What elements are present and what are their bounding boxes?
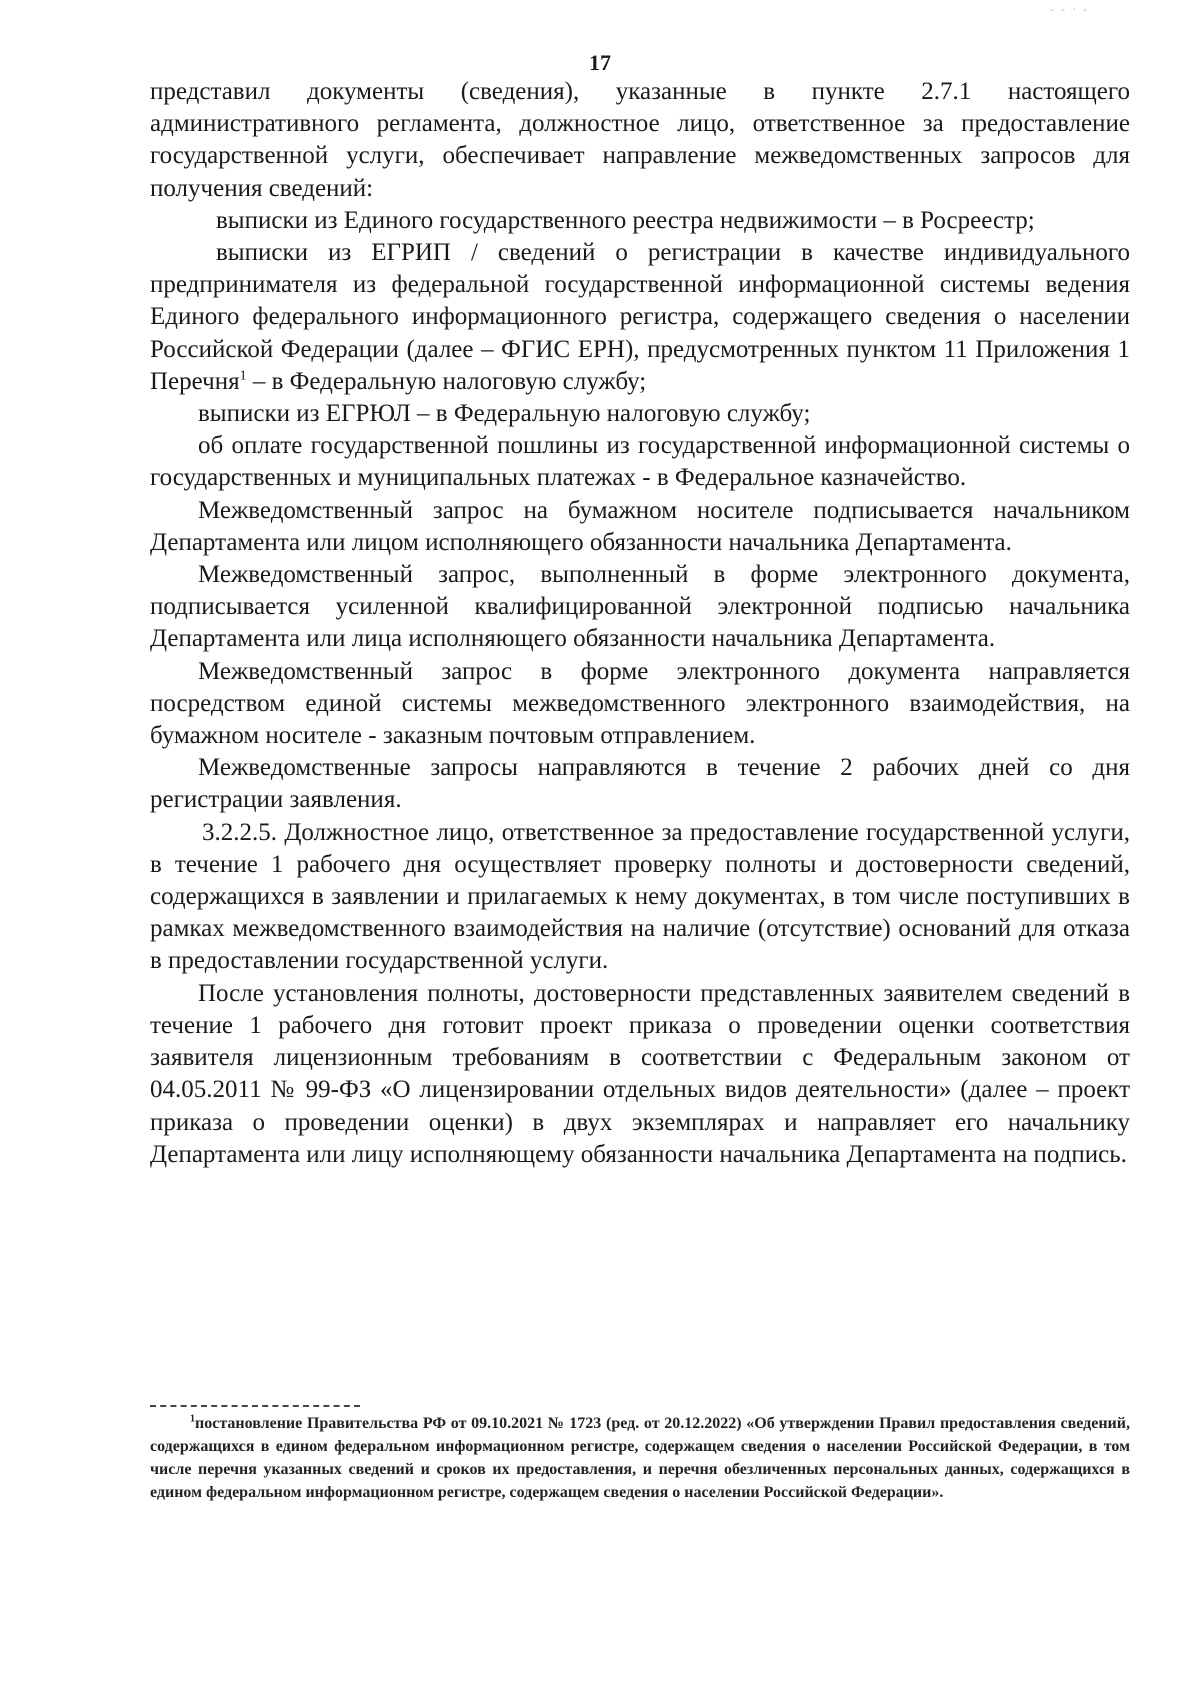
paragraph-1: представил документы (сведения), указанные в пункте 2.7.1 настоящего административного регламента, должностное лицо, ответственное за предоставление государственной услуги, обеспечивает направление межведомственных запросов для получения сведений: [150,78,1130,202]
paragraph-4: выписки из ЕГРЮЛ – в Федеральную налоговую службу; [198,400,811,428]
paragraph-9: Межведомственные запросы направляются в течение 2 рабочих дней со дня регистрации заявления. [150,754,1130,814]
paragraph-10: 3.2.2.5. Должностное лицо, ответственное за предоставление государственной услуги, в течение 1 рабочего дня осуществляет проверку полноты и достоверности сведений, содержащихся в заявлении и прилагаемых к нему документах, в том числе поступивших в рамках межведомственного взаимодействия на наличие (отсутствие) оснований для отказа в предоставлении государственной услуги. [150,818,1130,975]
paragraph-3 [150,237,1130,398]
document-body [150,76,1130,1171]
footnote-text: постановление Правительства РФ от 09.10.2021 № 1723 (ред. от 20.12.2022) «Об утверждении Правил предоставления сведений, содержащихся в едином федеральном информационном регистре, содержащем сведения о населении Российской Федерации, в том числе перечня указанных сведений и сроков их предоставления, и перечня обезличенных персональных данных, содержащихся в едином федеральном информационном регистре, содержащем сведения о населении Российской Федерации». [150,1415,1130,1501]
paragraph-8: Межведомственный запрос в форме электронного документа направляется посредством единой системы межведомственного электронного взаимодействия, на бумажном носителе - заказным почтовым отправлением. [150,657,1130,750]
footnote-separator [150,1405,360,1407]
footnote-paragraph [150,1412,1130,1504]
footnote-reference: 1 [239,368,247,384]
footnote-marker: 1 [190,1413,195,1425]
paragraph-3-tail: – в Федеральную налоговую службу; [252,367,647,395]
paragraph-2: выписки из Единого государственного реестра недвижимости – в Росреестр; [216,206,1035,234]
paragraph-5: об оплате государственной пошлины из государственной информационной системы о государственных и муниципальных платежах - в Федеральное казначейство. [150,432,1130,492]
paragraph-3-text: выписки из ЕГРИП / сведений о регистрации в качестве индивидуального предпринимателя из федеральной государственной информационной системы ведения Единого федерального информационного регистра, содержащего сведения о населении Российской Федерации (далее – ФГИС ЕРН), предусмотренных пунктом 11 Приложения 1 Перечня [150,239,1130,395]
page-number: 17 [589,50,611,75]
paragraph-11: После установления полноты, достоверности представленных заявителем сведений в течение 1 рабочего дня готовит проект приказа о проведении оценки соответствия заявителя лицензионным требованиям в соответствии с Федеральным законом от 04.05.2011 № 99-ФЗ «О лицензировании отдельных видов деятельности» (далее – проект приказа о проведении оценки) в двух экземплярах и направляет его начальнику Департамента или лицу исполняющему обязанности начальника Департамента на подпись. [150,979,1130,1168]
paragraph-6: Межведомственный запрос на бумажном носителе подписывается начальником Департамента или лицом исполняющего обязанности начальника Департамента. [150,496,1130,556]
paragraph-7: Межведомственный запрос, выполненный в форме электронного документа, подписывается усиленной квалифицированной электронной подписью начальника Департамента или лица исполняющего обязанности начальника Департамента. [150,561,1130,653]
footnote [150,1412,1130,1504]
scan-artifact: - - · - [1050,2,1089,16]
